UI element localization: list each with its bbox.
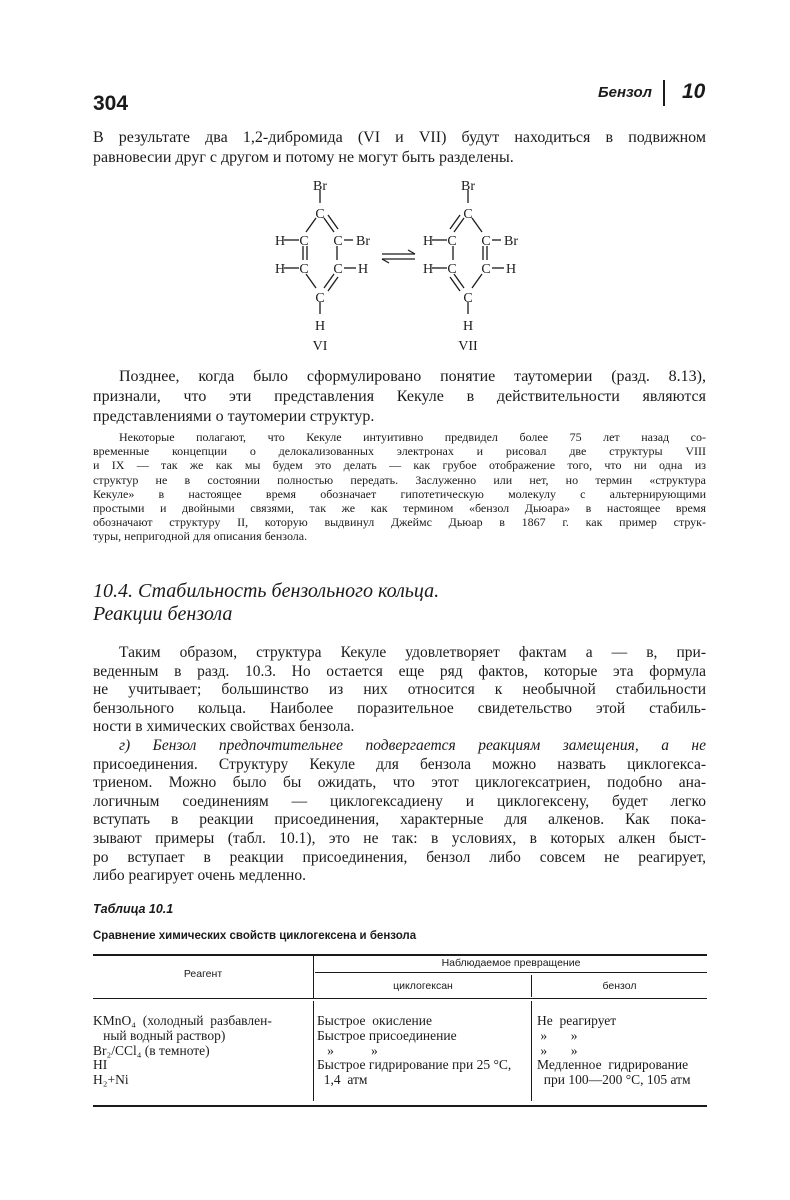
atom-c: C [333, 234, 343, 249]
footnote-paragraph [93, 430, 706, 544]
table-title: Таблица 10.1 [93, 902, 174, 916]
text-line: структур не в состоянии полностью передать. Заслуженно или нет, но термин «структура [93, 472, 706, 487]
text-line: Некоторые полагают, что Кекуле интуитивно предвидел более 75 лет назад со- [119, 430, 706, 444]
text-line: ности в химических свойствах бензола. [93, 718, 355, 736]
text-line: Таким образом, структура Кекуле удовлетворяет фактам а — в, при- [119, 644, 706, 661]
text-line: простыми и двойными связями, так же как термином «бензол Дьюара» в настоящее время [93, 501, 706, 516]
atom-h: H [422, 234, 434, 249]
atom-h: H [462, 319, 474, 334]
atom-br: Br [504, 234, 518, 249]
text-line: равновесии друг с другом и потому не могут быть разделены. [93, 149, 514, 166]
text-line: г) Бензол предпочтительнее подвергается реакциям замещения, а не [119, 736, 706, 754]
text-line: обозначают структуру II, которую выдвинул Джеймс Дьюар в 1867 г. как пример струк- [93, 515, 706, 530]
table-header-rule [93, 998, 707, 999]
atom-c: C [463, 207, 473, 222]
column-header-benzene: бензол [602, 980, 637, 992]
table-bottom-rule [93, 1105, 707, 1107]
structure-label-vi: VI [312, 339, 328, 354]
atom-c: C [481, 234, 491, 249]
table-divider [313, 1001, 314, 1101]
text-line: Позднее, когда было сформулировано понятие таутомерии (разд. 8.13), [119, 368, 706, 385]
text-line: логичным соединениям — циклогексадиену и циклогексену, будет легко [93, 792, 706, 810]
table-divider [315, 972, 707, 973]
structure-vi-atoms [275, 179, 370, 354]
table-cell-cyclohexene: Быстрое окисление Быстрое присоединение » » Быстрое гидрирование при 25 °C, 1,4 атм [317, 1013, 512, 1088]
table-divider [531, 1001, 532, 1101]
text-line: и IX — так же как мы будем это делать — как грубое отображение того, что ни одна из [93, 458, 706, 473]
table-cell-reagents: KMnO₄ (холодный разбавлен- ный водный раствор) Br₂/CCl₄ (в темноте) HI H₂+Ni [93, 1013, 272, 1088]
text-line: зывают примеры (табл. 10.1), это не так: в условиях, в которых алкен быст- [93, 829, 706, 847]
section-title-line: 10.4. Стабильность бензольного кольца. [93, 580, 440, 602]
text-line: временные концепции о делокализованных электронах и рисовал две структуры VIII [93, 444, 706, 459]
text-line: либо реагирует очень медленно. [93, 867, 306, 885]
structure-label-vii: VII [458, 339, 478, 354]
text-line: В результате два 1,2-дибромида (VI и VII) будут находиться в подвижном [93, 129, 706, 146]
section-body [93, 644, 706, 886]
atom-c: C [333, 262, 343, 277]
atom-c: C [481, 262, 491, 277]
atom-c: C [315, 207, 325, 222]
section-heading [93, 580, 439, 626]
running-head: Бензол [598, 84, 652, 101]
atom-br: Br [313, 179, 327, 194]
text-line: вступать в реакции присоединения, характерные для алкенов. Как пока- [93, 811, 706, 829]
atom-br: Br [356, 234, 370, 249]
atom-c: C [299, 262, 309, 277]
atom-h: H [357, 262, 369, 277]
text-line: веденным в разд. 10.3. Но остается еще ряд фактов, которые эта формула [93, 662, 706, 680]
column-header-cyclohexene: циклогексан [393, 980, 453, 992]
text-line: триеном. Можно было бы ожидать, что этот циклогексатриен, подобно ана- [93, 774, 706, 792]
atom-h: H [274, 262, 286, 277]
chapter-number: 10 [682, 80, 706, 103]
atom-h: H [422, 262, 434, 277]
structure-vii-atoms [423, 179, 518, 354]
text-line: ро вступает в реакции присоединения, бензол либо совсем не реагирует, [93, 848, 706, 866]
text-line: бензольного кольца. Наиболее поразительное свидетельство этой стабиль- [93, 699, 706, 717]
table-top-rule [93, 954, 707, 956]
atom-br: Br [461, 179, 475, 194]
atom-c: C [315, 291, 325, 306]
text-line: присоединения. Структуру Кекуле для бензола можно назвать циклогекса- [93, 755, 706, 773]
text-line: не учитывает; большинство из них относится к необычной стабильности [93, 681, 706, 699]
atom-c: C [299, 234, 309, 249]
table-caption: Сравнение химических свойств циклогексена и бензола [93, 930, 417, 942]
atom-h: H [274, 234, 286, 249]
table-cell-benzene: Не реагирует » » » » Медленное гидрирование при 100—200 °C, 105 атм [537, 1013, 691, 1088]
atom-h: H [505, 262, 517, 277]
text-line: Кекуле» в настоящее время обозначает гипотетическую молекулу с альтернирующими [93, 486, 706, 501]
atom-h: H [314, 319, 326, 334]
atom-c: C [447, 262, 457, 277]
section-title-line: Реакции бензола [93, 603, 233, 625]
text-line: туры, непригодной для описания бензола. [93, 529, 308, 544]
atom-c: C [463, 291, 473, 306]
atom-c: C [447, 234, 457, 249]
page-number: 304 [93, 92, 129, 115]
text-line: представлениями о таутомерии структур. [93, 408, 375, 425]
tautomerism-paragraph [93, 367, 706, 427]
text-line: признали, что эти представления Кекуле в действительности являются [93, 388, 706, 405]
column-header-reagent: Реагент [183, 968, 223, 980]
column-header-observed: Наблюдаемое превращение [441, 957, 581, 969]
table-divider [313, 955, 314, 999]
kekule-structures-diagram [0, 0, 790, 360]
equilibrium-arrow-icon [382, 250, 415, 263]
